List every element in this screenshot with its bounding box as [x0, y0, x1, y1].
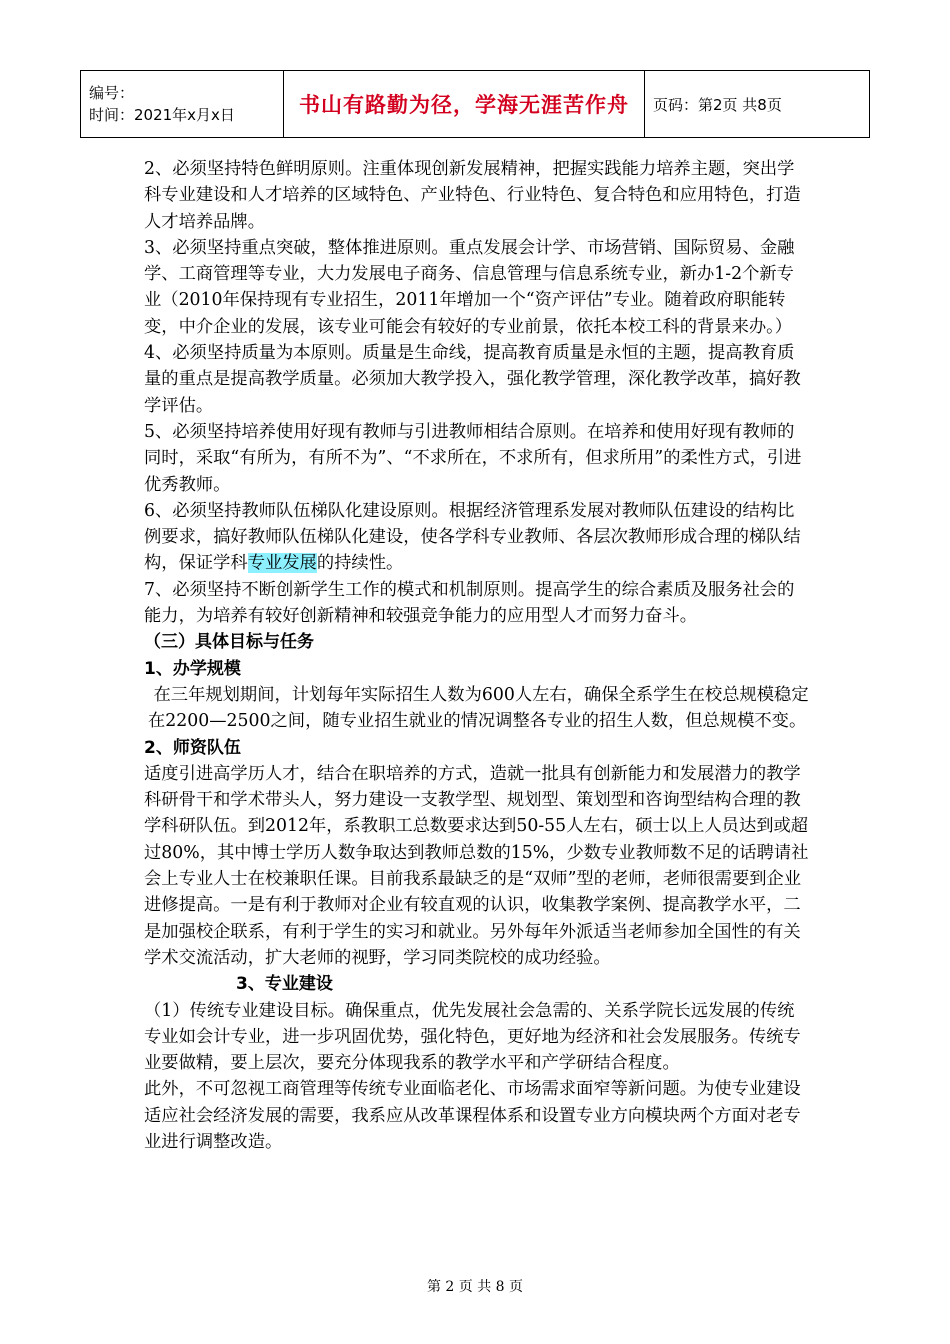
header-meta: [81, 71, 284, 138]
paragraph: 4、必须坚持质量为本原则。质量是生命线，提高教育质量是永恒的主题，提高教育质量的重点是提高教学质量。必须加大教学投入，强化教学管理，深化教学改革，搞好教学评估。: [144, 343, 801, 416]
text-run: 在三年规划期间，计划每年实际招生人数为600人左右，确保全系学生在校总规模稳定在2200—2500之间，随专业招生就业的情况调整各专业的招生人数，但总规模不变。: [148, 684, 809, 732]
header-page-number: 页码：第2页 共8页: [645, 71, 870, 138]
paragraph: [144, 682, 810, 735]
paragraph: 5、必须坚持培养使用好现有教师与引进教师相结合原则。在培养和使用好现有教师的同时，采取“有所为，有所不为”、“不求所在，不求所有，但求所用”的柔性方式，引进优秀教师。: [144, 421, 802, 495]
subsection-heading: 1、办学规模: [144, 658, 241, 679]
paragraph: 此外，不可忽视工商管理等传统专业面临老化、市场需求面窄等新问题。为使专业建设适应社会经济发展的需要，我系应从改革课程体系和设置专业方向模块两个方面对老专业进行调整改造。: [144, 1079, 801, 1152]
subsection-heading: 3、专业建设: [236, 974, 333, 995]
paragraph: （1）传统专业建设目标。确保重点，优先发展社会急需的、关系学院长远发展的传统专业如会计专业，进一步巩固优势，强化特色，更好地为经济和社会发展服务。传统专业要做精，要上层次，要充分体现我系的教学水平和产学研结合程度。: [144, 1000, 801, 1074]
document-body: [144, 156, 810, 1155]
paragraph: 3、必须坚持重点突破，整体推进原则。重点发展会计学、市场营销、国际贸易、金融学、工商管理等专业，大力发展电子商务、信息管理与信息系统专业，新办1-2个新专业（2010年保持现有专业招生，2011年增加一个“资产评估”专业。随着政府职能转变，中介企业的发展，该专业可能会有较好的专业前景，依托本校工科的背景来办。）: [144, 237, 795, 337]
highlighted-text: 专业发展: [247, 553, 317, 574]
page-footer: 第 2 页 共 8 页: [426, 1279, 524, 1295]
paragraph: 适度引进高学历人才，结合在职培养的方式，造就一批具有创新能力和发展潜力的教学科研骨干和学术带头人，努力建设一支教学型、规划型、策划型和咨询型结构合理的教学科研队伍。到2012年，系教职工总数要求达到50-55人左右，硕士以上人员达到或超过80%，其中博士学历人数争取达到教师总数的15%，少数专业教师数不足的话聘请社会上专业人士在校兼职任课。目前我系最缺乏的是“双师”型的老师，老师很需要到企业进修提高。一是有利于教师对企业有较直观的认识，收集教学案例、提高教学水平，二是加强校企联系，有利于学生的实习和就业。另外每年外派适当老师参加全国性的有关学术交流活动，扩大老师的视野，学习同类院校的成功经验。: [144, 763, 809, 968]
text-run: 的持续性。: [316, 553, 404, 574]
header-motto: 书山有路勤为径，学海无涯苦作舟: [284, 71, 645, 138]
document-time: 时间：2021年x月x日: [89, 106, 235, 124]
section-heading: （三）具体目标与任务: [144, 632, 314, 653]
text-run: 6、必须坚持教师队伍梯队化建设原则。根据经济管理系发展对教师队伍建设的结构比例要求，搞好教师队伍梯队化建设，使各学科专业教师、各层次教师形成合理的梯队结构，保证学科: [144, 500, 801, 574]
document-number: 编号：: [89, 84, 135, 102]
paragraph: 7、必须坚持不断创新学生工作的模式和机制原则。提高学生的综合素质及服务社会的能力，为培养有较好创新精神和较强竞争能力的应用型人才而努力奋斗。: [144, 579, 795, 627]
paragraph: [144, 498, 810, 577]
page-header: [80, 70, 870, 138]
subsection-heading: 2、师资队伍: [144, 737, 241, 758]
paragraph: 2、必须坚持特色鲜明原则。注重体现创新发展精神，把握实践能力培养主题，突出学科专业建设和人才培养的区域特色、产业特色、行业特色、复合特色和应用特色，打造人才培养品牌。: [144, 159, 801, 232]
